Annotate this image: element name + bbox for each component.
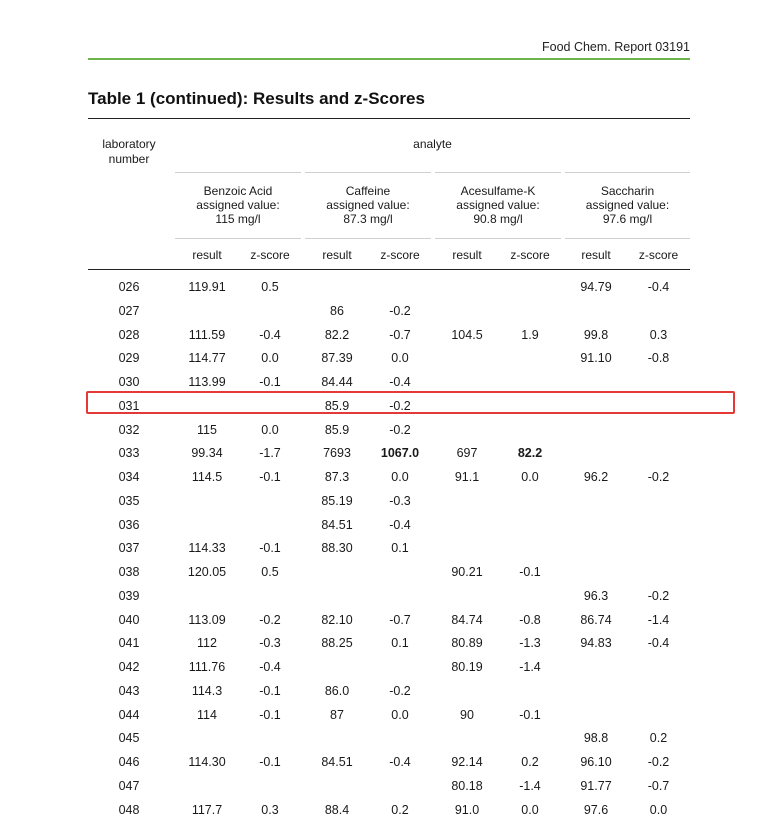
benzoic-result-cell: 115: [197, 422, 217, 437]
lab-number-cell: 037: [118, 541, 140, 556]
acesulfame-result-cell: 91.0: [454, 802, 480, 817]
assigned-label: assigned value:: [456, 198, 540, 212]
caffeine-zscore-cell: 0.0: [391, 470, 409, 484]
saccharin-result-cell: 96.2: [583, 470, 609, 484]
caffeine-zscore-cell: -0.4: [389, 755, 411, 769]
result-column-header: result: [452, 248, 482, 262]
header-divider: [88, 58, 690, 60]
benzoic-result-cell: 114.33: [188, 541, 226, 556]
subheader-divider: [435, 238, 561, 239]
caffeine-result-cell: 85.9: [324, 398, 350, 413]
benzoic-zscore-cell: -0.1: [259, 470, 281, 484]
acesulfame-zscore-cell: 1.9: [521, 327, 539, 342]
acesulfame-result-cell: 92.14: [451, 755, 483, 769]
saccharin-zscore-cell: -1.4: [647, 612, 670, 627]
table-row: [0, 588, 763, 608]
benzoic-zscore-cell: 0.5: [261, 280, 279, 294]
saccharin-result-cell: 91.77: [580, 778, 612, 793]
benzoic-zscore-cell: 0.5: [261, 565, 279, 579]
analyte-header: analyte: [413, 137, 452, 151]
benzoic-zscore-cell: 0.0: [261, 351, 279, 366]
analyte-group-benzoic-acid: [175, 184, 301, 226]
saccharin-result-cell: 97.6: [583, 802, 609, 817]
lab-header-line1: laboratory: [102, 137, 156, 151]
saccharin-zscore-cell: 0.3: [649, 327, 668, 342]
assigned-value: 115 mg/l: [215, 212, 261, 226]
caffeine-result-cell: 84.51: [321, 755, 353, 769]
zscore-column-header: z-score: [638, 248, 679, 262]
table-row: [0, 303, 763, 323]
caffeine-result-cell: 84.51: [321, 517, 353, 532]
saccharin-result-cell: 91.10: [580, 351, 612, 366]
group-divider: [565, 172, 690, 173]
saccharin-zscore-cell: -0.8: [647, 351, 670, 366]
acesulfame-zscore-cell: -1.3: [519, 636, 541, 651]
lab-number-cell: 044: [118, 707, 140, 722]
caffeine-result-cell: 87.39: [321, 351, 353, 366]
lab-number-cell: 032: [118, 422, 140, 437]
benzoic-zscore-cell: -0.1: [259, 375, 281, 389]
caffeine-result-cell: 85.19: [321, 493, 353, 508]
saccharin-zscore-cell: 0.2: [649, 731, 668, 746]
saccharin-zscore-cell: -0.2: [647, 755, 670, 769]
caffeine-result-cell: 88.30: [321, 541, 353, 556]
lab-number-cell: 027: [118, 303, 140, 318]
table-row: [0, 422, 763, 442]
lab-number-cell: 040: [118, 612, 140, 627]
assigned-value: 87.3 mg/l: [343, 212, 393, 226]
acesulfame-result-cell: 80.18: [451, 778, 483, 793]
lab-number-cell: 042: [118, 660, 140, 674]
caffeine-result-cell: 82.10: [321, 612, 353, 627]
saccharin-zscore-cell: -0.2: [647, 470, 670, 484]
benzoic-zscore-cell: -0.1: [259, 683, 281, 698]
result-column-header: result: [581, 248, 611, 262]
benzoic-result-cell: 99.34: [191, 446, 223, 461]
zscore-column-header: z-score: [510, 248, 550, 262]
benzoic-zscore-cell: -1.7: [259, 446, 281, 461]
caffeine-zscore-cell: 0.2: [391, 802, 409, 817]
lab-number-cell: 028: [118, 327, 140, 342]
caffeine-result-cell: 87: [330, 707, 344, 722]
benzoic-result-cell: 112: [197, 636, 217, 651]
caffeine-zscore-cell: -0.7: [389, 327, 411, 342]
caffeine-zscore-cell: -0.2: [389, 303, 411, 318]
benzoic-zscore-cell: -0.4: [259, 327, 281, 342]
lab-number-cell: 030: [118, 375, 140, 389]
group-divider: [305, 172, 431, 173]
caffeine-zscore-cell: -0.7: [389, 612, 411, 627]
benzoic-zscore-cell: -0.1: [259, 707, 281, 722]
table-row: [0, 564, 763, 584]
lab-number-cell: 029: [118, 351, 140, 366]
caffeine-result-cell: 88.4: [324, 802, 350, 817]
acesulfame-zscore-cell: -1.4: [519, 778, 541, 793]
analyte-name: Benzoic Acid: [203, 184, 273, 198]
subheader-divider: [305, 238, 431, 239]
saccharin-result-cell: 99.8: [583, 327, 609, 342]
benzoic-zscore-cell: -0.2: [259, 612, 281, 627]
table-row: [0, 683, 763, 703]
lab-number-cell: 034: [118, 470, 140, 484]
caffeine-zscore-cell: 0.1: [391, 541, 409, 556]
acesulfame-result-cell: 697: [456, 446, 478, 461]
benzoic-zscore-cell: 0.3: [261, 802, 279, 817]
table-row: [0, 778, 763, 798]
lab-number-cell: 026: [118, 280, 140, 294]
highlighted-row-outline: [86, 391, 735, 414]
lab-header-line2: number: [108, 152, 150, 166]
caffeine-zscore-cell: -0.2: [389, 683, 411, 698]
caffeine-zscore-cell: -0.4: [389, 375, 411, 389]
analyte-name: Saccharin: [600, 184, 655, 198]
saccharin-result-cell: 86.74: [580, 612, 612, 627]
report-header-title: Food Chem. Report 03191: [541, 40, 690, 54]
acesulfame-zscore-cell: 0.0: [521, 470, 539, 484]
benzoic-result-cell: 113.09: [188, 612, 226, 627]
caffeine-zscore-cell: -0.2: [389, 422, 411, 437]
saccharin-result-cell: 94.79: [580, 280, 612, 294]
benzoic-result-cell: 111.76: [188, 660, 226, 674]
table-row: [0, 754, 763, 774]
caffeine-zscore-cell: 1067.0: [380, 446, 420, 461]
lab-number-cell: 031: [118, 398, 140, 413]
zscore-column-header: z-score: [250, 248, 290, 262]
benzoic-result-cell: 114.77: [188, 351, 226, 366]
benzoic-result-cell: 120.05: [187, 565, 227, 579]
benzoic-result-cell: 114.3: [191, 683, 223, 698]
table-row: [0, 540, 763, 560]
table-row: [0, 707, 763, 727]
saccharin-zscore-cell: -0.4: [647, 636, 670, 651]
caffeine-zscore-cell: 0.0: [391, 707, 409, 722]
acesulfame-zscore-cell: -1.4: [519, 660, 541, 674]
caffeine-zscore-cell: -0.4: [389, 517, 411, 532]
table-row: [0, 612, 763, 632]
table-row: [0, 730, 763, 750]
lab-number-cell: 048: [118, 802, 140, 817]
table-title: Table 1 (continued): Results and z-Scores: [88, 89, 425, 108]
acesulfame-zscore-cell: 0.2: [521, 755, 539, 769]
benzoic-result-cell: 114: [197, 707, 217, 722]
benzoic-zscore-cell: -0.1: [259, 541, 281, 556]
benzoic-result-cell: 111.59: [188, 327, 226, 342]
subheader-divider: [565, 238, 690, 239]
saccharin-zscore-cell: 0.0: [649, 802, 668, 817]
analyte-group-saccharin: [565, 184, 690, 226]
saccharin-result-cell: 96.10: [580, 755, 612, 769]
assigned-label: assigned value:: [585, 198, 670, 212]
acesulfame-result-cell: 90.21: [451, 565, 483, 579]
benzoic-zscore-cell: -0.1: [259, 755, 281, 769]
caffeine-result-cell: 85.9: [324, 422, 350, 437]
table-row: [0, 635, 763, 655]
table-row: [0, 493, 763, 513]
caffeine-result-cell: 86.0: [324, 683, 350, 698]
benzoic-zscore-cell: -0.4: [259, 660, 281, 674]
benzoic-result-cell: 114.5: [191, 470, 223, 484]
table-row: [0, 469, 763, 489]
saccharin-result-cell: 98.8: [583, 731, 609, 746]
benzoic-zscore-cell: -0.3: [259, 636, 281, 651]
lab-number-cell: 036: [118, 517, 140, 532]
table-row: [0, 327, 763, 347]
lab-number-cell: 043: [118, 683, 140, 698]
saccharin-result-cell: 94.83: [580, 636, 612, 651]
acesulfame-result-cell: 80.89: [451, 636, 483, 651]
acesulfame-zscore-cell: 0.0: [521, 802, 539, 817]
lab-number-cell: 033: [118, 446, 140, 461]
benzoic-result-cell: 114.30: [188, 755, 226, 769]
acesulfame-result-cell: 91.1: [454, 470, 480, 484]
caffeine-zscore-cell: 0.1: [391, 636, 409, 651]
analyte-name: Acesulfame-K: [460, 184, 536, 198]
analyte-name: Caffeine: [345, 184, 391, 198]
caffeine-result-cell: 84.44: [321, 375, 353, 389]
caffeine-result-cell: 86: [330, 303, 344, 318]
saccharin-result-cell: 96.3: [583, 588, 609, 603]
acesulfame-zscore-cell: -0.1: [519, 707, 541, 722]
table-row: [0, 802, 763, 822]
caffeine-zscore-cell: -0.2: [389, 398, 411, 413]
lab-number-cell: 046: [118, 755, 140, 769]
benzoic-result-cell: 113.99: [188, 375, 226, 389]
lab-number-cell: 038: [118, 565, 140, 579]
caffeine-result-cell: 87.3: [324, 470, 350, 484]
benzoic-result-cell: 119.91: [188, 280, 226, 294]
caffeine-zscore-cell: 0.0: [391, 351, 409, 366]
laboratory-number-header: [88, 137, 170, 167]
zscore-column-header: z-score: [380, 248, 420, 262]
saccharin-zscore-cell: -0.2: [647, 588, 670, 603]
saccharin-zscore-cell: -0.4: [647, 280, 670, 294]
lab-number-cell: 047: [118, 778, 140, 793]
acesulfame-result-cell: 80.19: [451, 660, 483, 674]
table-row: [0, 659, 763, 679]
assigned-label: assigned value:: [196, 198, 280, 212]
result-column-header: result: [322, 248, 352, 262]
caffeine-result-cell: 88.25: [321, 636, 353, 651]
caffeine-zscore-cell: -0.3: [389, 493, 411, 508]
acesulfame-zscore-cell: 82.2: [517, 446, 543, 461]
acesulfame-result-cell: 90: [460, 707, 474, 722]
group-divider: [435, 172, 561, 173]
lab-number-cell: 041: [118, 636, 140, 651]
caffeine-result-cell: 82.2: [324, 327, 350, 342]
acesulfame-zscore-cell: -0.1: [519, 565, 541, 579]
benzoic-result-cell: 117.7: [191, 802, 223, 817]
table-header-divider: [88, 269, 690, 270]
table-row: [0, 445, 763, 465]
subheader-divider: [175, 238, 301, 239]
benzoic-zscore-cell: 0.0: [261, 422, 279, 437]
table-row: [0, 350, 763, 370]
table-row: [0, 517, 763, 537]
lab-number-cell: 045: [118, 731, 140, 746]
title-divider: [88, 118, 690, 119]
acesulfame-zscore-cell: -0.8: [519, 612, 541, 627]
acesulfame-result-cell: 84.74: [451, 612, 483, 627]
table-row: [0, 279, 763, 299]
lab-number-cell: 039: [118, 588, 140, 603]
saccharin-zscore-cell: -0.7: [647, 778, 670, 793]
assigned-value: 90.8 mg/l: [473, 212, 523, 226]
assigned-label: assigned value:: [326, 198, 410, 212]
lab-number-cell: 035: [118, 493, 140, 508]
group-divider: [175, 172, 301, 173]
analyte-group-acesulfame-k: [435, 184, 561, 226]
caffeine-result-cell: 7693: [323, 446, 351, 461]
analyte-group-caffeine: [305, 184, 431, 226]
result-column-header: result: [192, 248, 222, 262]
acesulfame-result-cell: 104.5: [451, 327, 483, 342]
assigned-value: 97.6 mg/l: [602, 212, 653, 226]
